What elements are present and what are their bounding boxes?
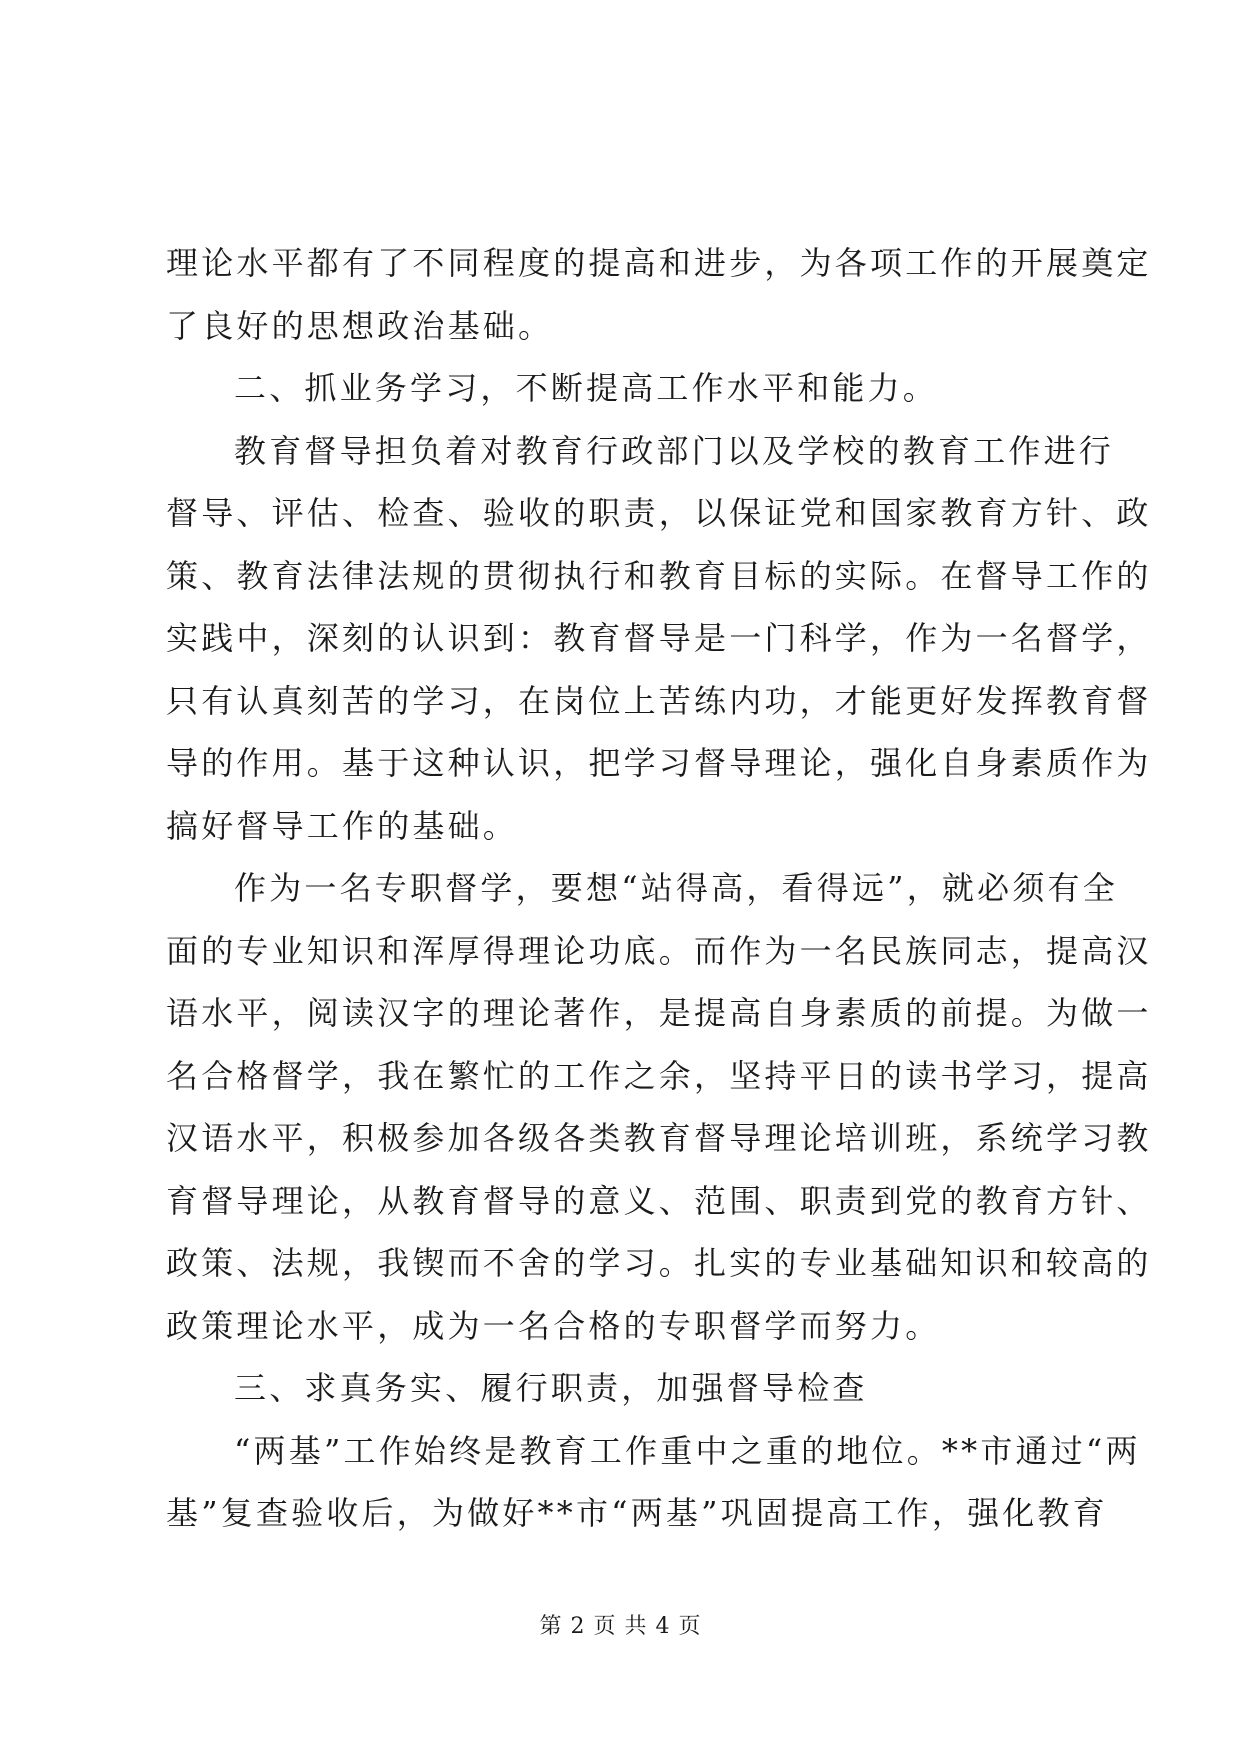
text-line: 搞好督导工作的基础。: [166, 806, 519, 845]
text-line: 汉语水平，积极参加各级各类教育督导理论培训班，系统学习教: [166, 1119, 1152, 1157]
page-number-footer: 第 2 页 共 4 页: [539, 1614, 702, 1639]
text-line: 政策、法规，我锲而不舍的学习。扎实的专业基础知识和较高的: [166, 1244, 1152, 1282]
text-line: 导的作用。基于这种认识，把学习督导理论，强化自身素质作为: [166, 744, 1152, 782]
text-line: “两基”工作始终是教育工作重中之重的地位。**市通过“两: [234, 1431, 1141, 1470]
text-line: 理论水平都有了不同程度的提高和进步，为各项工作的开展奠定: [166, 244, 1152, 282]
text-line: 二、抓业务学习，不断提高工作水平和能力。: [234, 369, 939, 407]
text-line: 教育督导担负着对教育行政部门以及学校的教育工作进行: [234, 431, 1115, 470]
text-line: 名合格督学，我在繁忙的工作之余，坚持平日的读书学习，提高: [166, 1056, 1152, 1095]
document-body: [166, 232, 1152, 1545]
text-line: 只有认真刻苦的学习，在岗位上苦练内功，才能更好发挥教育督: [166, 681, 1152, 720]
text-line: 面的专业知识和浑厚得理论功底。而作为一名民族同志，提高汉: [166, 931, 1152, 970]
text-line: 基”复查验收后，为做好**市“两基”巩固提高工作，强化教育: [166, 1494, 1108, 1532]
text-line: 作为一名专职督学，要想“站得高，看得远”，就必须有全: [234, 869, 1118, 907]
text-line: 了良好的思想政治基础。: [166, 306, 554, 345]
text-line: 语水平，阅读汉字的理论著作，是提高自身素质的前提。为做一: [166, 994, 1152, 1032]
text-line: 策、教育法律法规的贯彻执行和教育目标的实际。在督导工作的: [166, 556, 1152, 595]
text-line: 督导、评估、检查、验收的职责，以保证党和国家教育方针、政: [166, 494, 1152, 532]
text-line: 三、求真务实、履行职责，加强督导检查: [234, 1369, 868, 1407]
text-line: 育督导理论，从教育督导的意义、范围、职责到党的教育方针、: [166, 1181, 1152, 1220]
text-line: 实践中，深刻的认识到：教育督导是一门科学，作为一名督学，: [166, 619, 1152, 657]
text-line: 政策理论水平，成为一名合格的专职督学而努力。: [166, 1306, 941, 1345]
